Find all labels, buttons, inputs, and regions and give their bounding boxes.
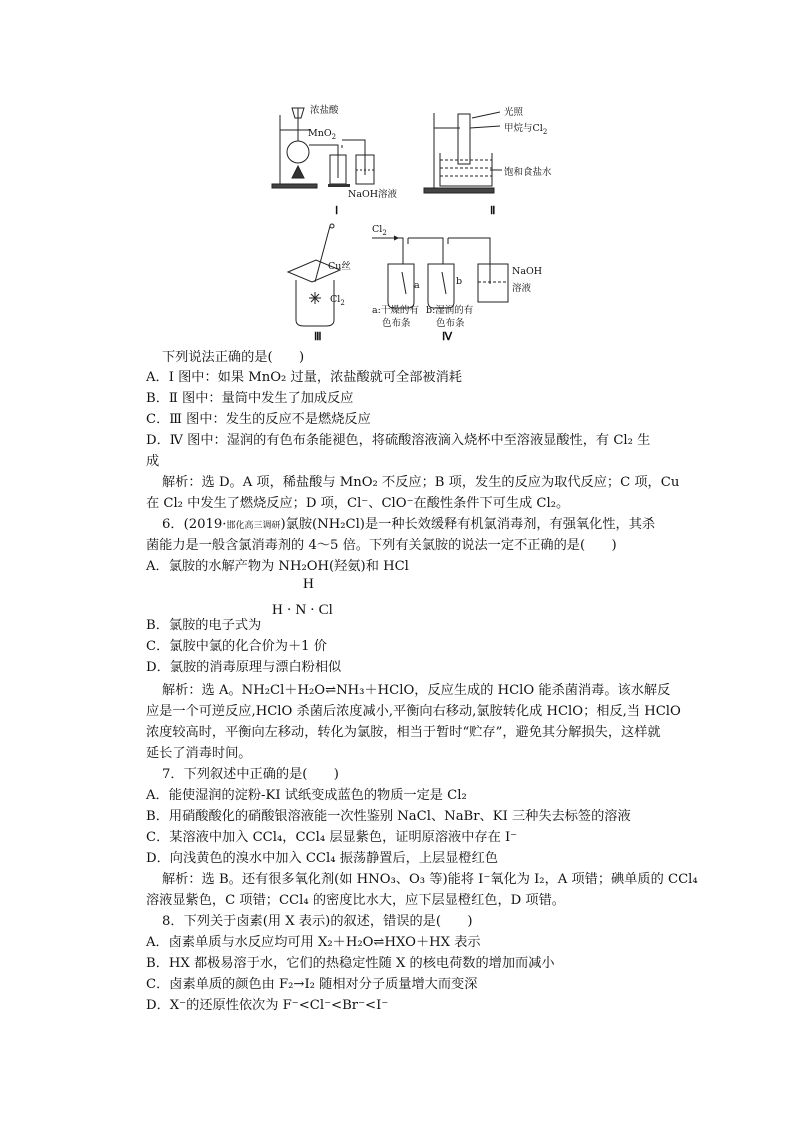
q5-analysis-line1: 解析：选 D。A 项，稀盐酸与 MnO₂ 不反应；B 项，发生的反应为取代反应；C 项，Cu [162,475,680,490]
label-naoh-IV-2: 溶液 [512,283,532,294]
q7-analysis-line2: 溶液显紫色，C 项错；CCl₄ 的密度比水大，应下层显橙红色，D 项错。 [146,893,565,908]
q6-analysis-line2: 应是一个可逆反应,HClO 杀菌后浓度减小,平衡向右移动,氯胺转化成 HClO；相反,当 HClO [146,704,681,719]
label-brine: 饱和食盐水 [504,167,552,178]
label-naoh-IV-1: NaOH [512,266,543,277]
label-a: a [414,280,420,291]
caption-b-line1: b:湿润的有 [426,305,474,316]
q6-analysis-line3: 浓度较高时，平衡向左移动，转化为氯胺，相当于暂时“贮存”，避免其分解损失，这样就 [146,725,661,740]
figure-III-label: Ⅲ [314,331,322,343]
figure-II-label: Ⅱ [490,205,496,217]
electron-formula-h-top: H [303,576,314,592]
q6-analysis-line1: 解析：选 A。NH₂Cl＋H₂O⇌NH₃＋HClO，反应生成的 HClO 能杀菌消毒。该水解反 [162,683,671,698]
q6-option-d: D．氯胺的消毒原理与漂白粉相似 [146,660,342,675]
apparatus-III-drawing [280,222,360,332]
label-cu-wire: Cu丝 [328,261,351,272]
q6-stem-line2: 菌能力是一般含氯消毒剂的 4～5 倍。下列有关氯胺的说法一定不正确的是( ) [146,538,617,553]
q7-option-b: B．用硝酸酸化的硝酸银溶液能一次性鉴别 NaCl、NaBr、KI 三种失去标签的溶液 [146,809,631,824]
q5-option-d-line1: D．Ⅳ 图中：湿润的有色布条能褪色，将硫酸溶液滴入烧杯中至溶液显酸性，有 Cl₂ 生 [146,433,651,448]
q8-option-b: B．HX 都极易溶于水，它们的热稳定性随 X 的核电荷数的增加而减小 [146,956,555,971]
label-light: 光照 [504,107,524,118]
q6-analysis-line4: 延长了消毒时间。 [146,746,252,761]
q6-stem-line1: 6．(2019·邯化高三调研)氯胺(NH₂Cl)是一种长效缓释有机氯消毒剂，有强氧化性，其杀 [162,517,656,532]
q8-option-d: D．X⁻的还原性依次为 F⁻<Cl⁻<Br⁻<I⁻ [146,998,389,1013]
q6-source: 邯化高三调研 [226,521,281,531]
q7-option-d: D．向浅黄色的溴水中加入 CCl₄ 振荡静置后，上层显橙红色 [146,851,498,866]
label-mno2: MnO$_2$ [308,128,337,141]
q5-option-c: C．Ⅲ 图中：发生的反应不是燃烧反应 [146,412,371,427]
caption-a-line1: a:干燥的有 [372,305,419,316]
figure-II [420,108,560,198]
q5-stem: 下列说法正确的是( ) [162,350,305,365]
q5-option-b: B．Ⅱ 图中：量筒中发生了加成反应 [146,391,354,406]
label-naoh-I: NaOH溶液 [348,189,398,200]
q8-option-a: A．卤素单质与水反应均可用 X₂＋H₂O⇌HXO＋HX 表示 [146,935,481,950]
figure-I [270,100,400,200]
q7-option-a: A．能使湿润的淀粉-KI 试纸变成蓝色的物质一定是 Cl₂ [146,788,467,803]
q6-option-a: A．氯胺的水解产物为 NH₂OH(羟氨)和 HCl [146,559,409,574]
q5-option-d-line2: 成 [146,454,160,469]
label-b: b [456,276,463,287]
q7-analysis-line1: 解析：选 B。还有很多氧化剂(如 HNO₃、O₃ 等)能将 I⁻氧化为 I₂，A 项错；碘单质的 CCl₄ [162,872,698,887]
caption-a-line2: 色布条 [382,318,411,329]
q7-stem: 7．下列叙述中正确的是( ) [162,767,339,782]
q7-option-c: C．某溶液中加入 CCl₄，CCl₄ 层显紫色，证明原溶液中存在 I⁻ [146,830,518,845]
q8-option-c: C．卤素单质的颜色由 F₂→I₂ 随相对分子质量增大而变深 [146,977,478,992]
q5-analysis-line2: 在 Cl₂ 中发生了燃烧反应；D 项，Cl⁻、ClO⁻在酸性条件下可生成 Cl₂。 [146,496,570,511]
label-cl2-IV: $Cl_2$ [372,224,387,237]
caption-b-line2: 色布条 [436,318,465,329]
figure-IV-label: Ⅳ [442,331,453,343]
q6-option-b: B．氯胺的电子式为 [146,618,262,633]
electron-formula-row: H · N · Cl [272,602,333,618]
figure-III [280,222,360,332]
q6-option-c: C．氯胺中氯的化合价为＋1 价 [146,639,327,654]
q8-stem: 8．下列关于卤素(用 X 表示)的叙述，错误的是( ) [162,914,473,929]
figure-I-label: Ⅰ [335,205,339,217]
q5-option-a: A．Ⅰ 图中：如果 MnO₂ 过量，浓盐酸就可全部被消耗 [146,370,462,385]
label-conc-hcl: 浓盐酸 [310,105,339,116]
label-methane-cl2: 甲烷与$Cl_2$ [504,123,548,136]
label-cl2-III: $Cl_2$ [330,294,345,307]
figure-IV [368,224,548,334]
